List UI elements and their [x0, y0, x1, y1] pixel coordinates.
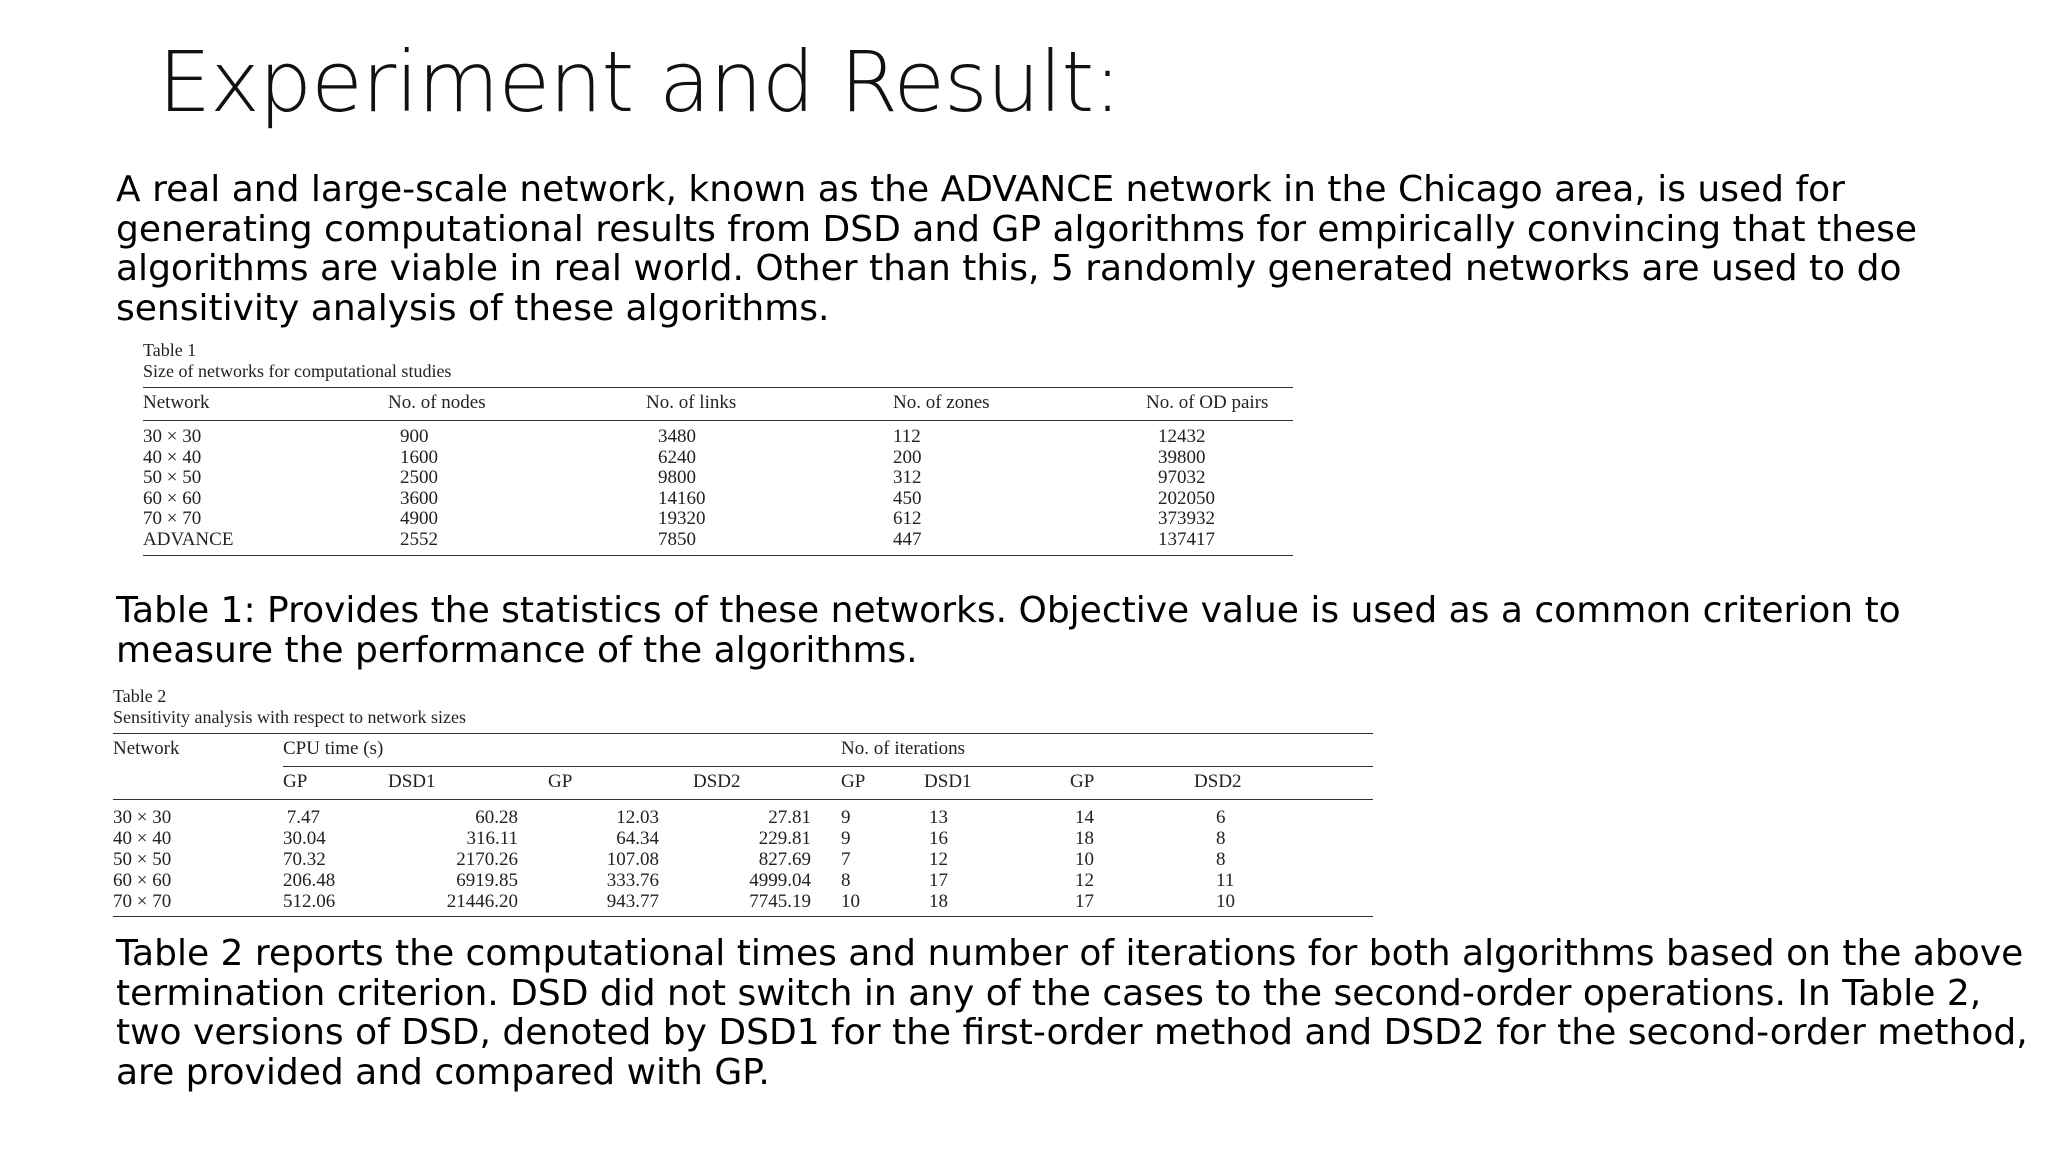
table-cell: 70 × 70: [143, 508, 202, 529]
text-line: algorithms are viable in real world. Other than this, 5 randomly generated networks are used to do: [116, 248, 1902, 289]
table1-header-cell: Network: [143, 388, 388, 421]
text-line: A real and large-scale network, known as the ADVANCE network in the Chicago area, is used for: [116, 169, 1845, 210]
table-cell: 40 × 40: [143, 446, 202, 468]
table-cell: 333.76: [606, 870, 659, 891]
table-row: [143, 509, 1293, 530]
table2-iterations-group-header: No. of iterations: [841, 734, 1373, 767]
table-cell: 17: [929, 870, 949, 891]
table-cell: 1600: [400, 446, 438, 468]
table2-group-header-row: [113, 734, 1373, 767]
table-cell: 4900: [400, 508, 438, 529]
table1-header-cell: No. of links: [646, 388, 893, 421]
table-cell: 316.11: [466, 828, 518, 849]
table1-header-cell: No. of zones: [893, 388, 1146, 421]
table-row: [143, 448, 1293, 469]
table-row: [143, 468, 1293, 489]
table1-caption: Size of networks for computational studies: [143, 361, 452, 381]
table-cell: 27.81: [768, 807, 812, 828]
table-cell: 200: [893, 446, 922, 468]
table-cell: 60 × 60: [113, 870, 172, 891]
slide-title: Experiment and Result:: [158, 33, 1121, 131]
text-line: measure the performance of the algorithms.: [116, 629, 918, 671]
text-line: sensitivity analysis of these algorithms.: [116, 287, 830, 329]
table-cell: 12: [1075, 870, 1095, 891]
table-cell: 10: [841, 891, 924, 917]
table1-header-row: [143, 388, 1293, 421]
table-cell: 8: [1216, 828, 1226, 849]
table-cell: 6240: [658, 446, 696, 468]
table-cell: 9: [841, 828, 851, 849]
table-cell: 30 × 30: [113, 807, 172, 828]
table-row: [113, 828, 1373, 849]
table-cell: 19320: [658, 508, 706, 529]
table-cell: 312: [893, 467, 922, 488]
table-cell: 3600: [400, 487, 438, 509]
table-cell: 202050: [1158, 487, 1215, 509]
table-row: [113, 891, 1373, 917]
table-cell: 14160: [658, 487, 706, 509]
table-cell: 70.32: [283, 849, 326, 870]
table1-caption-block: [143, 340, 451, 382]
table-cell: 12.03: [616, 807, 659, 828]
table-cell: 7745.19: [693, 891, 841, 917]
table-cell: 39800: [1158, 446, 1206, 468]
table1-header-cell: No. of nodes: [388, 388, 646, 421]
table2-subheader-row: [113, 767, 1373, 800]
table2-description: [116, 934, 2028, 1092]
table-cell: 10: [1075, 849, 1095, 870]
table-cell: 11: [1216, 870, 1235, 891]
table-cell: 14: [1075, 807, 1095, 828]
table-cell: 7.47: [286, 807, 320, 828]
table2-subheader-cell: DSD1: [388, 767, 548, 800]
table-cell: 2552: [388, 530, 646, 556]
table2-caption: Sensitivity analysis with respect to network sizes: [113, 707, 466, 727]
table-cell: 112: [893, 426, 921, 447]
table-cell: 6919.85: [456, 870, 518, 891]
table-row: [143, 421, 1293, 448]
text-line: generating computational results from DSD and GP algorithms for empirically convincing that these: [116, 208, 1918, 250]
text-line: are provided and compared with GP.: [116, 1051, 770, 1093]
table-cell: 612: [893, 508, 922, 529]
text-line: Table 1: Provides the statistics of these networks. Objective value is used as a common criterion to: [116, 590, 1901, 631]
table-cell: 64.34: [616, 828, 659, 849]
table-cell: 2170.26: [456, 849, 518, 870]
table2: [113, 733, 1373, 917]
table-row: [143, 489, 1293, 510]
table-cell: 70 × 70: [113, 891, 283, 917]
table2-cpu-group-header: CPU time (s): [283, 734, 841, 767]
table-cell: 9800: [658, 467, 696, 488]
table-cell: 50 × 50: [143, 467, 202, 488]
table-row: [143, 530, 1293, 556]
table1: [143, 387, 1293, 556]
table-cell: 18: [1075, 828, 1095, 849]
table-cell: 447: [893, 530, 1146, 556]
table-cell: 7: [841, 849, 851, 870]
table-cell: 8: [841, 870, 851, 891]
table2-subheader-cell: DSD2: [1194, 767, 1373, 800]
table-cell: 2500: [400, 467, 438, 488]
table2-caption-block: [113, 686, 466, 728]
table-cell: 30.04: [283, 828, 326, 849]
table-cell: 60 × 60: [143, 487, 202, 509]
table-cell: 229.81: [758, 828, 812, 849]
table-cell: 30 × 30: [143, 426, 202, 447]
table-cell: 12: [929, 849, 949, 870]
table-cell: 8: [1216, 849, 1226, 870]
table-cell: 373932: [1158, 508, 1215, 529]
table2-subheader-cell: GP: [841, 767, 924, 800]
table1-header-cell: No. of OD pairs: [1146, 388, 1293, 421]
table-cell: 16: [929, 828, 949, 849]
text-line: two versions of DSD, denoted by DSD1 for the first-order method and DSD2 for the second-order method,: [116, 1012, 2028, 1053]
table-cell: 512.06: [283, 891, 388, 917]
table-cell: 4999.04: [749, 870, 812, 891]
table-cell: 97032: [1158, 467, 1206, 488]
table-cell: 17: [1070, 891, 1194, 917]
table-cell: 827.69: [758, 849, 812, 870]
table-cell: 21446.20: [388, 891, 548, 917]
table-cell: 900: [400, 426, 429, 447]
table-cell: ADVANCE: [143, 530, 388, 556]
table1-description: [116, 591, 1901, 670]
table-row: [113, 870, 1373, 891]
table-cell: 137417: [1146, 530, 1293, 556]
table-cell: 107.08: [606, 849, 659, 870]
table2-subheader-cell: GP: [1070, 767, 1194, 800]
table-cell: 12432: [1158, 426, 1206, 447]
table-cell: 7850: [646, 530, 893, 556]
table-cell: 60.28: [475, 807, 518, 828]
table-cell: 13: [929, 807, 949, 828]
table-cell: 6: [1216, 807, 1226, 828]
table-cell: 10: [1194, 891, 1373, 917]
table-cell: 18: [924, 891, 1070, 917]
table2-label: Table 2: [113, 686, 167, 706]
table-cell: 9: [841, 807, 851, 828]
table-cell: 450: [893, 487, 922, 509]
table2-network-header: Network: [113, 734, 283, 767]
table-row: [113, 849, 1373, 870]
table-cell: 50 × 50: [113, 849, 172, 870]
table-row: [113, 800, 1373, 829]
table2-subheader-cell: GP: [548, 767, 693, 800]
table2-subheader-cell: GP: [283, 767, 388, 800]
table2-subheader-cell: [113, 767, 283, 800]
table-cell: 3480: [658, 426, 696, 447]
text-line: Table 2 reports the computational times and number of iterations for both algorithms based on the above: [116, 933, 2024, 974]
table1-label: Table 1: [143, 340, 197, 360]
intro-paragraph: [116, 170, 1917, 328]
text-line: termination criterion. DSD did not switch in any of the cases to the second-order operations. In Table 2,: [116, 972, 1982, 1014]
table-cell: 943.77: [548, 891, 693, 917]
table2-subheader-cell: DSD1: [924, 767, 1070, 800]
table2-subheader-cell: DSD2: [693, 767, 841, 800]
table-cell: 206.48: [283, 870, 336, 891]
table-cell: 40 × 40: [113, 828, 172, 849]
